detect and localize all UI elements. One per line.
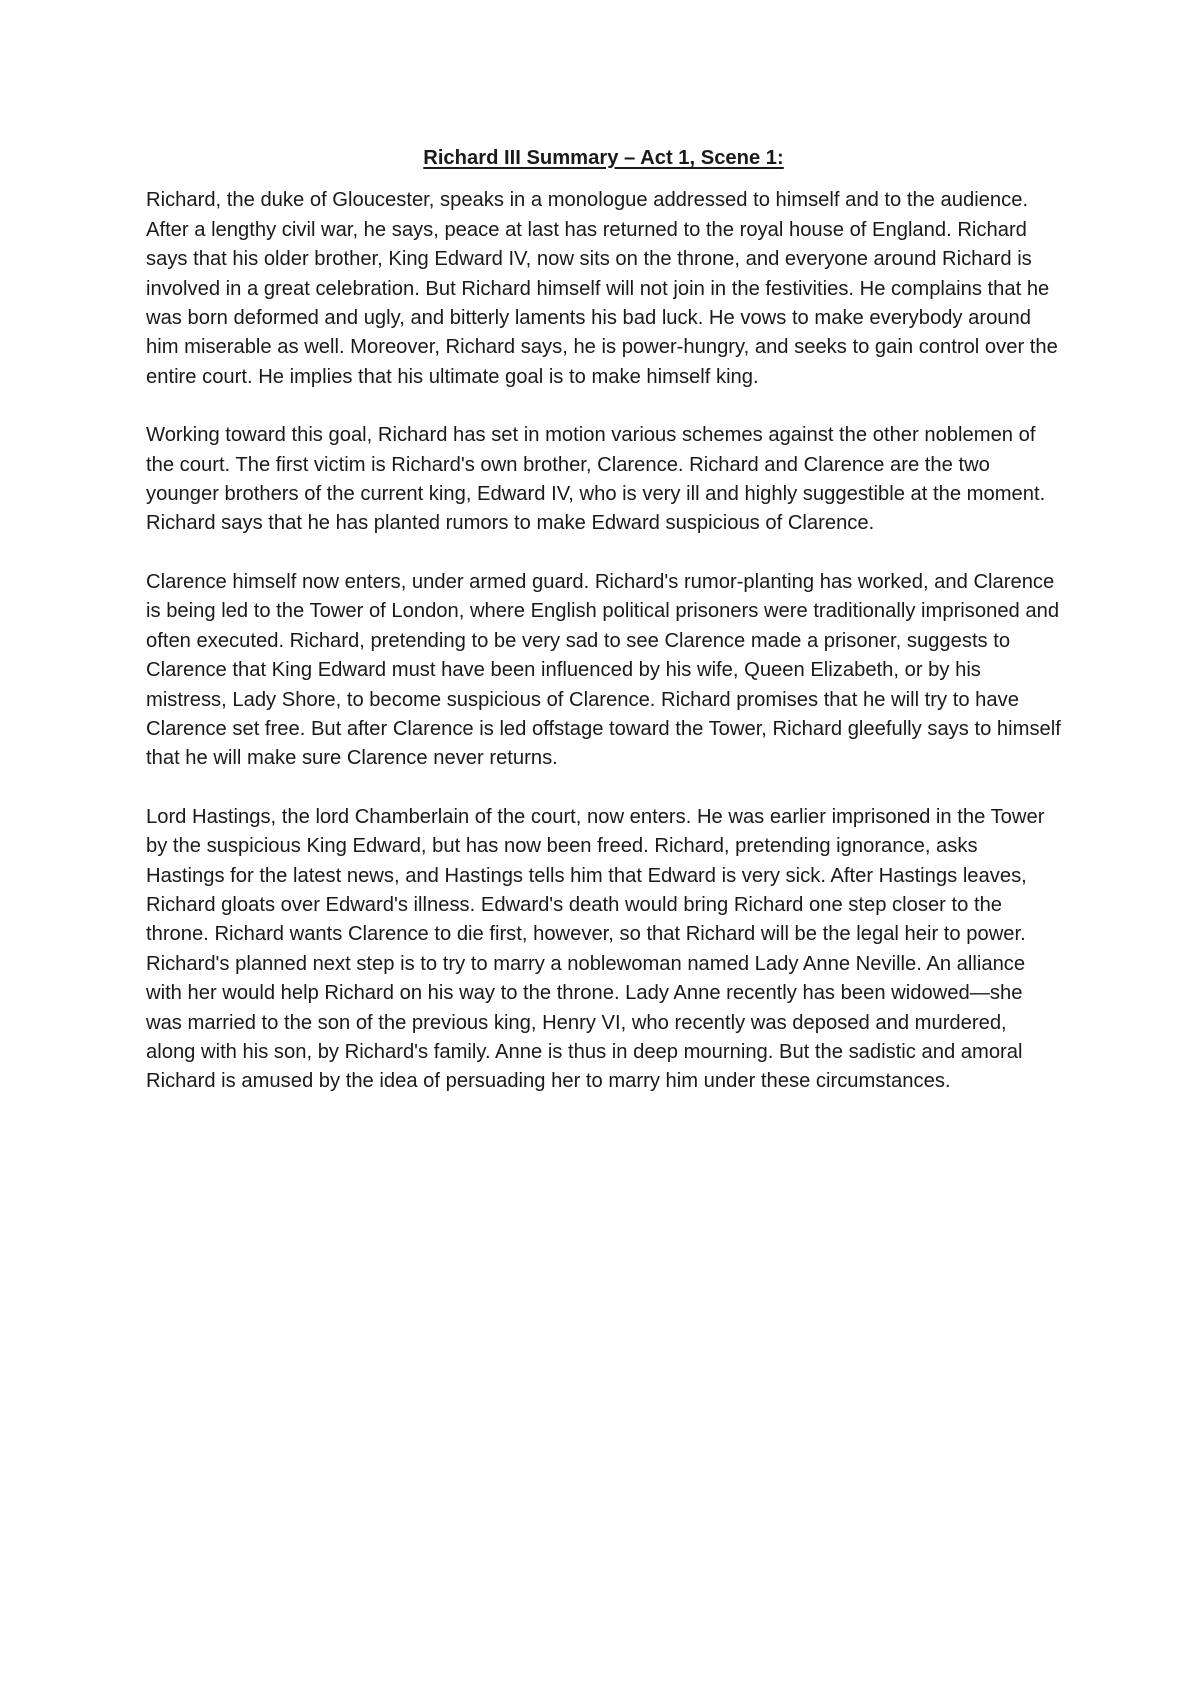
paragraph-3: Clarence himself now enters, under armed guard. Richard's rumor-planting has worked, and Clarence is being led to the Tower of London, where English political prisoners were traditionally imprisoned and often executed. Richard, pretending to be very sad to see Clarence made a prisoner, suggests to Clarence that King Edward must have been influenced by his wife, Queen Elizabeth, or by his mistress, Lady Shore, to become suspicious of Clarence. Richard promises that he will try to have Clarence set free. But after Clarence is led offstage toward the Tower, Richard gleefully says to himself that he will make sure Clarence never returns. — [146, 570, 1061, 770]
document-title: Richard III Summary – Act 1, Scene 1: — [423, 147, 784, 169]
paragraph-1: Richard, the duke of Gloucester, speaks in a monologue addressed to himself and to the audience. After a lengthy civil war, he says, peace at last has returned to the royal house of England. Richard says that his older brother, King Edward IV, now sits on the throne, and everyone around Richard is involved in a great celebration. But Richard himself will not join in the festivities. He complains that he was born deformed and ugly, and bitterly laments his bad luck. He vows to make everybody around him miserable as well. Moreover, Richard says, he is power-hungry, and seeks to gain control over the entire court. He implies that his ultimate goal is to make himself king. — [146, 189, 1058, 388]
document-body — [146, 144, 1061, 1126]
paragraph-2: Working toward this goal, Richard has set in motion various schemes against the other noblemen of the court. The first victim is Richard's own brother, Clarence. Richard and Clarence are the two younger brothers of the current king, Edward IV, who is very ill and highly suggestible at the moment. Richard says that he has planted rumors to make Edward suspicious of Clarence. — [146, 424, 1046, 535]
paragraph-4: Lord Hastings, the lord Chamberlain of the court, now enters. He was earlier imprisoned in the Tower by the suspicious King Edward, but has now been freed. Richard, pretending ignorance, asks Hastings for the latest news, and Hastings tells him that Edward is very sick. After Hastings leaves, Richard gloats over Edward's illness. Edward's death would bring Richard one step closer to the throne. Richard wants Clarence to die first, however, so that Richard will be the legal heir to power. Richard's planned next step is to try to marry a noblewoman named Lady Anne Neville. An alliance with her would help Richard on his way to the throne. Lady Anne recently has been widowed—she was married to the son of the previous king, Henry VI, who recently was deposed and murdered, along with his son, by Richard's family. Anne is thus in deep mourning. But the sadistic and amoral Richard is amused by the idea of persuading her to marry him under these circumstances. — [146, 805, 1045, 1093]
